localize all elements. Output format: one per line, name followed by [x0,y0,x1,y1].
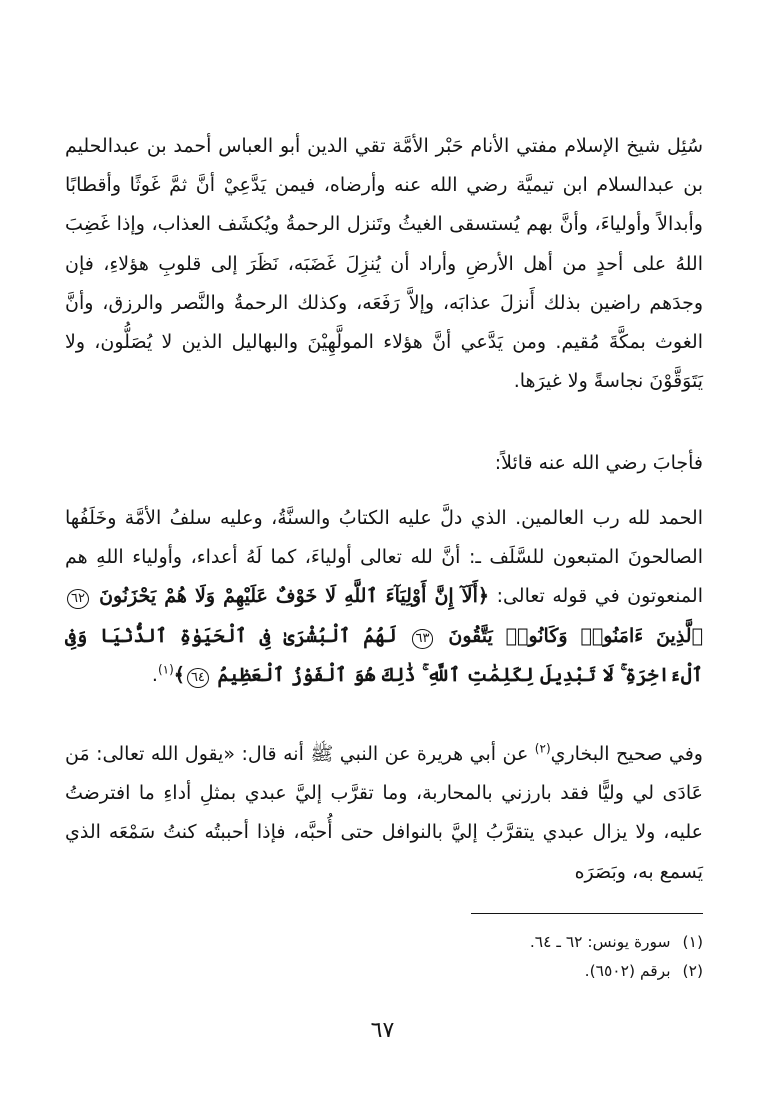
footnote-divider [471,913,703,914]
quran-verse-62: أَلَآ إِنَّ أَوْلِيَآءَ ٱللَّهِ لَا خَوْفٌ عَلَيْهِمْ وَلَا هُمْ يَحْزَنُونَ [99,585,478,608]
hadith-text-after: عن أبي هريرة عن النبي ﷺ أنه قال: «يقول الله تعالى: مَن عَادَى لي وليًّا فقد بارزني بالمحاربة، وما تقرَّب إليَّ عبدي بمثلِ أداءِ ما افترضتُ عليه، ولا يزال عبدي يتقرَّبُ إليَّ بالنوافل حتى أُحبَّه، فإذا أحببتُه كنتُ سَمْعَه الذي يَسمع به، وبَصَرَه [65,743,703,883]
question-text: سُئِل شيخ الإسلام مفتي الأنام حَبْر الأمَّة تقي الدين أبو العباس أحمد بن عبدالحليم بن عبدالسلام ابن تيميَّة رضي الله عنه وأرضاه، فيمن يَدَّعِيْ أنَّ ثمَّ غَوثًا وأقطابًا وأبدالاً وأولياءَ، وأنَّ بهم يُستسقى الغيثُ وتَنزل الرحمةُ ويُكشَف العذاب، وإذا غَضِبَ اللهُ على أحدٍ من أهل الأرضِ وأراد أن يُنزِلَ غَضَبَه، نَظَرَ إلى قلوبِ هؤلاءِ، فإن وجدَهم راضين بذلك أَنزلَ عذابَه، وإلاَّ رَفَعَه، وكذلك الرحمةُ والنَّصر والرزق، وأنَّ الغوث بمكَّةَ مُقيم. ومن يَدَّعي أنَّ هؤلاء المولَّهِيْنَ والبهاليل الذين لا يُصَلُّون، ولا يَتَوَقَّوْنَ نجاسةً ولا غيرَها. [65,135,703,393]
answer-paragraph [65,499,703,695]
footnotes-list [65,928,703,986]
ayah-marker-62: ٦٢ [67,589,89,609]
ayah-marker-63: ٦٣ [412,629,434,649]
footnote-text: برقم (٦٥٠٢). [584,962,671,980]
page-number: ٦٧ [370,1018,395,1043]
quran-verse-64: لَهُمُ ٱلْبُشْرَىٰ فِى ٱلْحَيَوٰةِ ٱلدُّنْيَا وَفِى ٱلْءَاخِرَةِ ۚ لَا تَبْدِيلَ لِكَلِمَٰتِ ٱللَّهِ ۚ ذَٰلِكَ هُوَ ٱلْفَوْزُ ٱلْعَظِيمُ [65,624,703,686]
answer-text-before: الحمد لله رب العالمين. الذي دلَّ عليه الكتابُ والسنَّةُ، وعليه سلفُ الأمَّة وخَلَفُها الصالحونَ المتبعون للسَّلَف ـ: أنَّ لله تعالى أولياءَ، كما لَهُ أعداء، وأولياء اللهِ هم المنعوتون في قوله تعالى: [65,507,703,608]
footnote-ref-2: (٢) [534,741,551,756]
quran-verse-63: ٱلَّذِينَ ءَامَنُوا۟ وَكَانُوا۟ يَتَّقُونَ [448,624,703,647]
quran-open-bracket: ﴿ [477,585,490,608]
ayah-marker-64: ٦٤ [187,668,209,688]
footnote-number: (٢) [682,962,703,980]
footnote-number: (١) [682,933,703,951]
hadith-paragraph [65,735,703,892]
question-paragraph [65,127,703,401]
quran-close-bracket: ﴾ [173,663,185,686]
footnote-item [65,928,703,957]
answer-text-after: . [151,663,158,686]
footnote-text: سورة يونس: ٦٢ ـ ٦٤. [529,933,671,951]
answer-intro [65,444,703,483]
hadith-text-before: وفي صحيح البخاري [550,743,703,765]
answer-intro-text: فأجابَ رضي الله عنه قائلاً: [494,452,703,474]
footnote-item [65,957,703,986]
footnote-ref-1: (١) [157,662,174,677]
